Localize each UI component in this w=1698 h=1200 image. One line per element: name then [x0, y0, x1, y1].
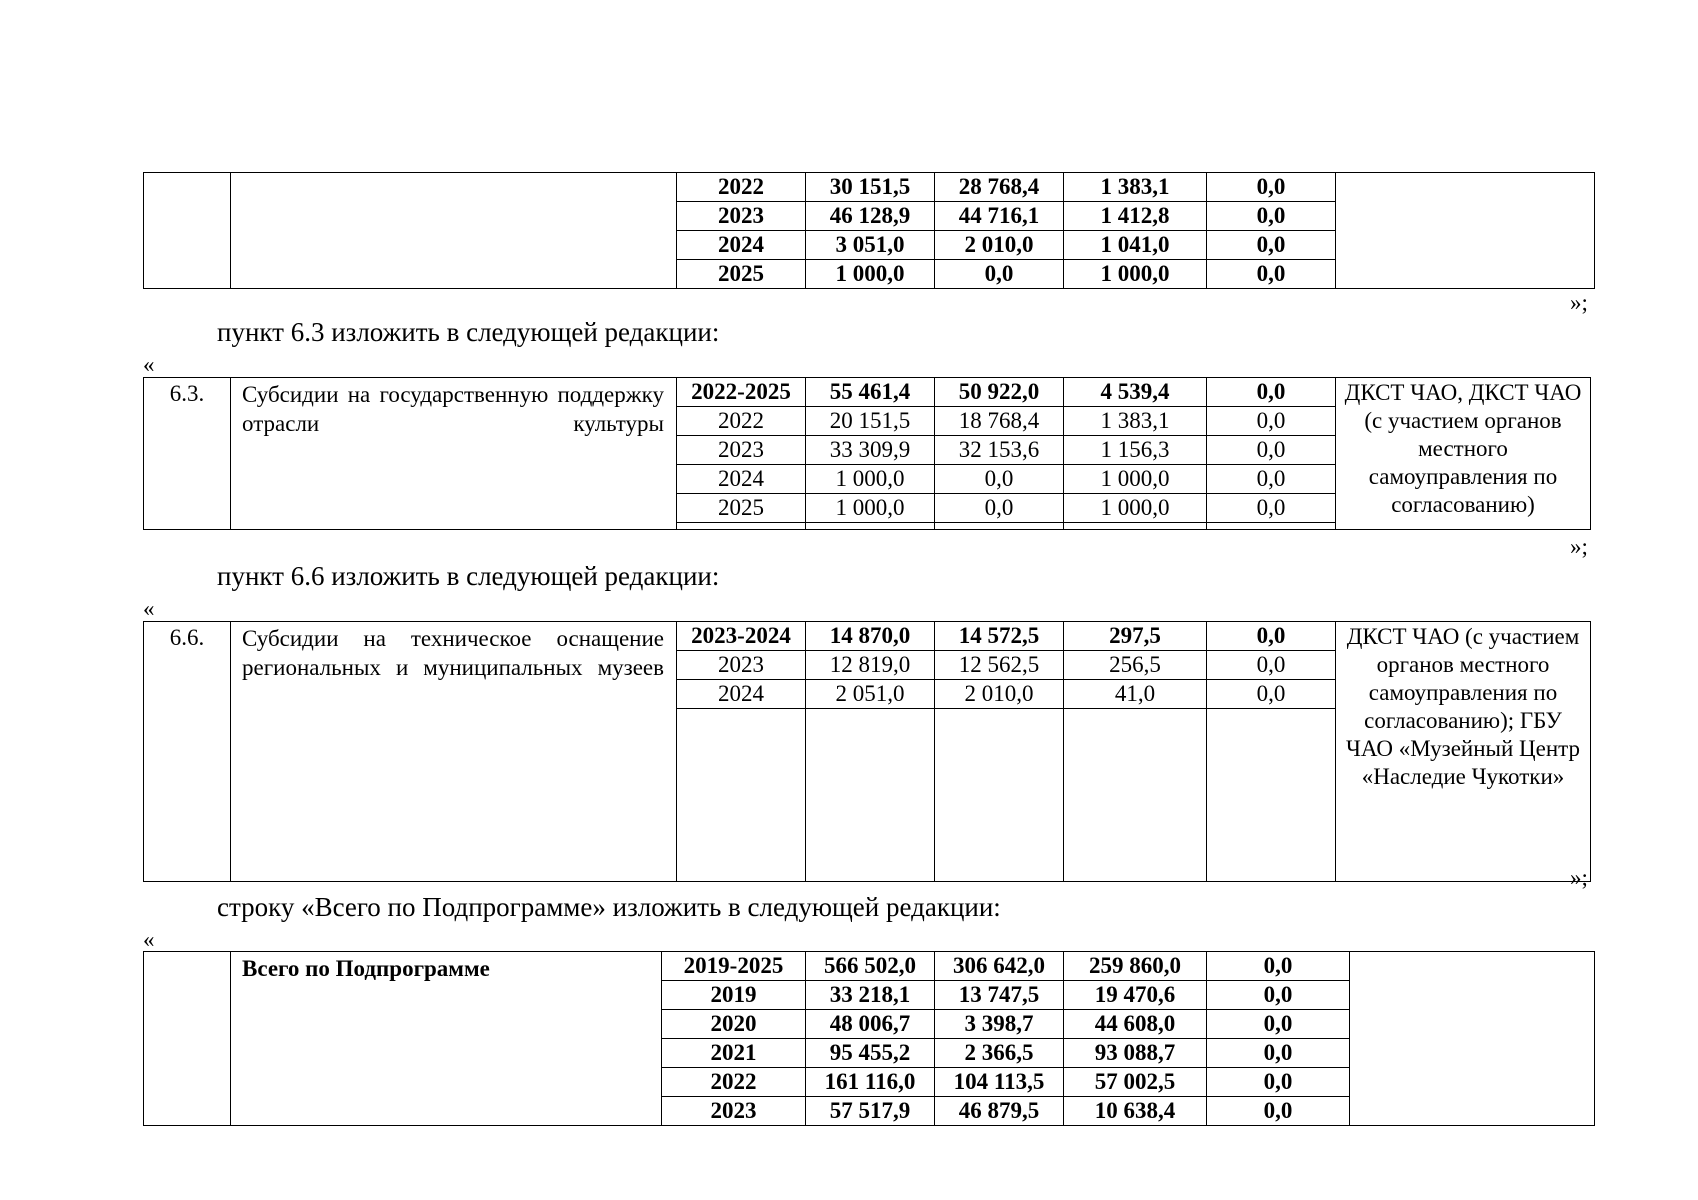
section-6-3-total-amount-cell: 55 461,4	[806, 378, 935, 407]
section-6-3-total-amount-cell: 1 000,0	[806, 465, 935, 494]
section-6-3-regional-amount-cell: 4 539,4	[1064, 378, 1207, 407]
total-intro: строку «Всего по Подпрограмме» изложить в следующей редакции:	[217, 892, 1001, 922]
continuation-federal-amount-cell: 0,0	[935, 260, 1064, 289]
total-regional-amount-cell: 93 088,7	[1064, 1039, 1207, 1068]
section-6-6-empty-cell	[935, 709, 1064, 882]
section-6-3-empty-cell	[806, 523, 935, 530]
total-federal-amount-cell: 306 642,0	[935, 952, 1064, 981]
section-6-3-regional-amount-cell: 1 156,3	[1064, 436, 1207, 465]
section-6-3-period-cell: 2023	[677, 436, 806, 465]
section-6-3-other-amount-cell: 0,0	[1207, 436, 1336, 465]
total-other-amount-cell: 0,0	[1207, 981, 1350, 1010]
section-6-6-regional-amount-cell: 297,5	[1064, 622, 1207, 651]
section-6-3-empty-cell	[1064, 523, 1207, 530]
section-6-3-total-amount-cell: 1 000,0	[806, 494, 935, 523]
section-6-6-num-cell: 6.6.	[144, 622, 231, 882]
section-6-3-period-cell: 2025	[677, 494, 806, 523]
total-period-cell: 2021	[662, 1039, 806, 1068]
continuation-other-amount-cell: 0,0	[1207, 231, 1336, 260]
section-6-3-num-cell: 6.3.	[144, 378, 231, 530]
total-regional-amount-cell: 19 470,6	[1064, 981, 1207, 1010]
section-6-6-federal-amount-cell: 12 562,5	[935, 651, 1064, 680]
section-6-6-regional-amount-cell: 256,5	[1064, 651, 1207, 680]
section-6-3-name-cell: Субсидии на государственную поддержку отрасли культуры	[231, 378, 677, 530]
total-regional-amount-cell: 44 608,0	[1064, 1010, 1207, 1039]
total-other-amount-cell: 0,0	[1207, 1010, 1350, 1039]
continuation-regional-amount-cell: 1 383,1	[1064, 173, 1207, 202]
section-6-6-name-cell: Субсидии на техническое оснащение региональных и муниципальных музеев	[231, 622, 677, 882]
total-total-amount-cell: 33 218,1	[806, 981, 935, 1010]
total-other-amount-cell: 0,0	[1207, 952, 1350, 981]
closing-quote-3: »;	[1570, 865, 1588, 890]
section-6-6-total-amount-cell: 2 051,0	[806, 680, 935, 709]
section-6-6-period-cell: 2024	[677, 680, 806, 709]
section-6-3-federal-amount-cell: 50 922,0	[935, 378, 1064, 407]
continuation-total-amount-cell: 1 000,0	[806, 260, 935, 289]
continuation-period-cell: 2023	[677, 202, 806, 231]
section-6-6-total-amount-cell: 12 819,0	[806, 651, 935, 680]
continuation-federal-amount-cell: 28 768,4	[935, 173, 1064, 202]
section-6-3-empty-cell	[935, 523, 1064, 530]
total-other-amount-cell: 0,0	[1207, 1039, 1350, 1068]
continuation-regional-amount-cell: 1 412,8	[1064, 202, 1207, 231]
section-6-3-table	[143, 377, 1591, 530]
total-federal-amount-cell: 104 113,5	[935, 1068, 1064, 1097]
total-total-amount-cell: 57 517,9	[806, 1097, 935, 1126]
section-6-3-total-amount-cell: 20 151,5	[806, 407, 935, 436]
section-6-3-federal-amount-cell: 0,0	[935, 494, 1064, 523]
total-federal-amount-cell: 2 366,5	[935, 1039, 1064, 1068]
section-6-3-other-amount-cell: 0,0	[1207, 378, 1336, 407]
section-6-6-total-amount-cell: 14 870,0	[806, 622, 935, 651]
continuation-regional-amount-cell: 1 000,0	[1064, 260, 1207, 289]
total-row	[144, 952, 1595, 981]
continuation-federal-amount-cell: 44 716,1	[935, 202, 1064, 231]
total-regional-amount-cell: 57 002,5	[1064, 1068, 1207, 1097]
section-6-3-empty-cell	[1207, 523, 1336, 530]
continuation-total-amount-cell: 46 128,9	[806, 202, 935, 231]
continuation-other-amount-cell: 0,0	[1207, 260, 1336, 289]
total-total-amount-cell: 95 455,2	[806, 1039, 935, 1068]
section-6-3-intro: пункт 6.3 изложить в следующей редакции:	[217, 317, 720, 347]
section-6-3-federal-amount-cell: 18 768,4	[935, 407, 1064, 436]
total-period-cell: 2019	[662, 981, 806, 1010]
continuation-name-cell	[231, 173, 677, 289]
total-federal-amount-cell: 3 398,7	[935, 1010, 1064, 1039]
section-6-3-period-cell: 2024	[677, 465, 806, 494]
section-6-6-federal-amount-cell: 2 010,0	[935, 680, 1064, 709]
section-6-6-empty-cell	[677, 709, 806, 882]
total-federal-amount-cell: 13 747,5	[935, 981, 1064, 1010]
continuation-period-cell: 2025	[677, 260, 806, 289]
section-6-3-regional-amount-cell: 1 000,0	[1064, 494, 1207, 523]
section-6-3-federal-amount-cell: 0,0	[935, 465, 1064, 494]
section-6-3-executor-cell: ДКСТ ЧАО, ДКСТ ЧАО (с участием органов местного самоуправления по согласованию)	[1336, 378, 1591, 530]
section-6-3-federal-amount-cell: 32 153,6	[935, 436, 1064, 465]
opening-quote-6-3: «	[143, 352, 155, 377]
section-6-3-other-amount-cell: 0,0	[1207, 407, 1336, 436]
closing-quote-1: »;	[1570, 290, 1588, 315]
section-6-3-other-amount-cell: 0,0	[1207, 465, 1336, 494]
section-6-6-table	[143, 621, 1591, 882]
total-federal-amount-cell: 46 879,5	[935, 1097, 1064, 1126]
section-6-3-period-cell: 2022	[677, 407, 806, 436]
total-executor-cell	[1350, 952, 1595, 1126]
total-name-cell: Всего по Подпрограмме	[231, 952, 662, 1126]
continuation-row	[144, 173, 1595, 202]
closing-quote-2: »;	[1570, 534, 1588, 559]
total-other-amount-cell: 0,0	[1207, 1068, 1350, 1097]
continuation-period-cell: 2022	[677, 173, 806, 202]
total-period-cell: 2022	[662, 1068, 806, 1097]
section-6-6-intro: пункт 6.6 изложить в следующей редакции:	[217, 561, 720, 591]
section-6-6-period-cell: 2023	[677, 651, 806, 680]
total-total-amount-cell: 161 116,0	[806, 1068, 935, 1097]
section-6-6-federal-amount-cell: 14 572,5	[935, 622, 1064, 651]
continuation-table	[143, 172, 1595, 289]
continuation-total-amount-cell: 30 151,5	[806, 173, 935, 202]
continuation-other-amount-cell: 0,0	[1207, 173, 1336, 202]
section-6-3-period-cell: 2022-2025	[677, 378, 806, 407]
continuation-other-amount-cell: 0,0	[1207, 202, 1336, 231]
section-6-6-other-amount-cell: 0,0	[1207, 680, 1336, 709]
section-6-3-total-amount-cell: 33 309,9	[806, 436, 935, 465]
total-total-amount-cell: 48 006,7	[806, 1010, 935, 1039]
section-6-3-regional-amount-cell: 1 000,0	[1064, 465, 1207, 494]
section-6-6-other-amount-cell: 0,0	[1207, 622, 1336, 651]
total-total-amount-cell: 566 502,0	[806, 952, 935, 981]
section-6-6-row	[144, 622, 1591, 651]
section-6-6-empty-cell	[1207, 709, 1336, 882]
total-num-cell	[144, 952, 231, 1126]
section-6-6-empty-cell	[1064, 709, 1207, 882]
total-period-cell: 2020	[662, 1010, 806, 1039]
section-6-6-other-amount-cell: 0,0	[1207, 651, 1336, 680]
continuation-period-cell: 2024	[677, 231, 806, 260]
section-6-6-regional-amount-cell: 41,0	[1064, 680, 1207, 709]
section-6-3-row	[144, 378, 1591, 407]
continuation-executor-cell	[1336, 173, 1595, 289]
continuation-total-amount-cell: 3 051,0	[806, 231, 935, 260]
section-6-6-executor-cell: ДКСТ ЧАО (с участием органов местного самоуправления по согласованию); ГБУ ЧАО «Музейный Центр «Наследие Чукотки»	[1336, 622, 1591, 882]
continuation-federal-amount-cell: 2 010,0	[935, 231, 1064, 260]
total-table	[143, 951, 1595, 1126]
section-6-3-regional-amount-cell: 1 383,1	[1064, 407, 1207, 436]
total-period-cell: 2019-2025	[662, 952, 806, 981]
section-6-6-empty-cell	[806, 709, 935, 882]
continuation-regional-amount-cell: 1 041,0	[1064, 231, 1207, 260]
section-6-3-empty-cell	[677, 523, 806, 530]
opening-quote-6-6: «	[143, 596, 155, 621]
total-regional-amount-cell: 10 638,4	[1064, 1097, 1207, 1126]
section-6-6-period-cell: 2023-2024	[677, 622, 806, 651]
total-regional-amount-cell: 259 860,0	[1064, 952, 1207, 981]
total-period-cell: 2023	[662, 1097, 806, 1126]
section-6-3-other-amount-cell: 0,0	[1207, 494, 1336, 523]
opening-quote-total: «	[143, 927, 155, 952]
total-other-amount-cell: 0,0	[1207, 1097, 1350, 1126]
continuation-num-cell	[144, 173, 231, 289]
